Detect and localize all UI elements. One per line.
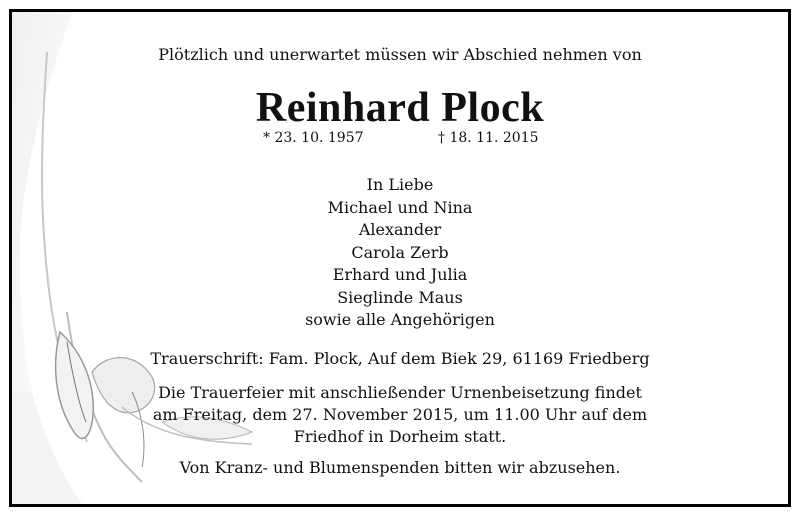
intro-text: Plötzlich und unerwartet müssen wir Abschied nehmen von bbox=[158, 45, 642, 64]
obituary-content bbox=[12, 12, 788, 504]
mourners-list bbox=[12, 174, 788, 332]
ceremony-info bbox=[12, 382, 788, 448]
obituary-frame bbox=[9, 9, 791, 507]
mourner-line: Carola Zerb bbox=[351, 242, 449, 262]
ceremony-line: Die Trauerfeier mit anschließender Urnenbeisetzung findet bbox=[158, 383, 642, 402]
mourner-line: Erhard und Julia bbox=[332, 265, 468, 284]
birth-date: * 23. 10. 1957 bbox=[263, 130, 364, 146]
ceremony-line: am Freitag, dem 27. November 2015, um 11.00 Uhr auf dem bbox=[152, 405, 648, 424]
deceased-name: Reinhard Plock bbox=[255, 85, 545, 131]
ceremony-line: Friedhof in Dorheim statt. bbox=[293, 427, 507, 446]
mourner-line: sowie alle Angehörigen bbox=[305, 310, 495, 329]
mourner-line: Alexander bbox=[358, 220, 442, 239]
mourner-line: In Liebe bbox=[366, 175, 434, 194]
death-date: † 18. 11. 2015 bbox=[438, 130, 539, 146]
flowers-note: Von Kranz- und Blumenspenden bitten wir abzusehen. bbox=[179, 458, 621, 477]
mourner-line: Michael und Nina bbox=[327, 197, 473, 217]
mourning-address: Trauerschrift: Fam. Plock, Auf dem Biek 29, 61169 Friedberg bbox=[150, 349, 650, 368]
mourner-line: Sieglinde Maus bbox=[337, 287, 463, 307]
